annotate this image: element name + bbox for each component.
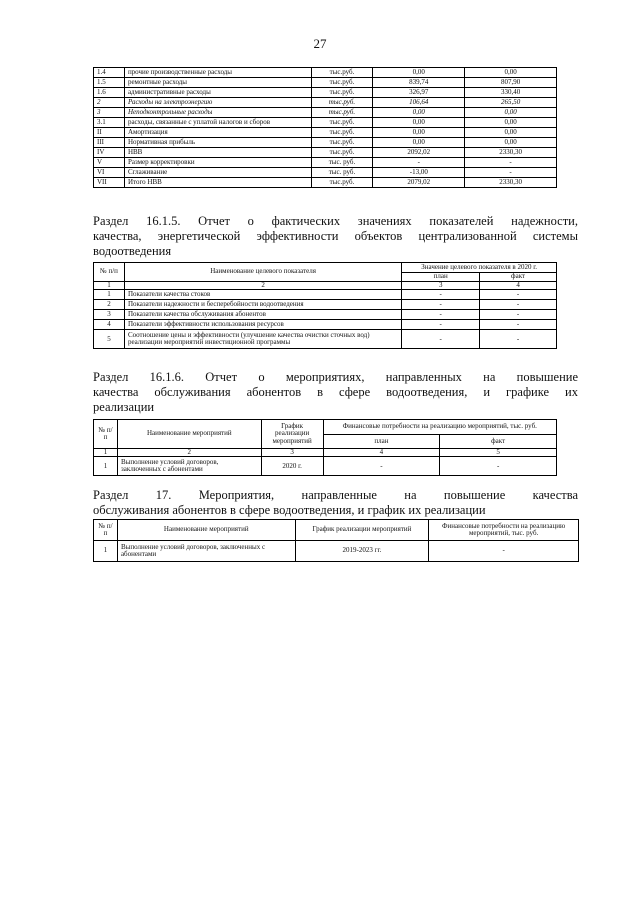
row-plan-value: 326,97 — [373, 88, 465, 98]
row-fact: - — [440, 457, 557, 476]
row-item-name: НВВ — [124, 148, 311, 158]
row-measure-name: Выполнение условий договоров, заключенных с абонентами — [117, 541, 295, 562]
table-row — [94, 78, 557, 88]
row-plan-value: 0,00 — [373, 138, 465, 148]
row-plan-value: - — [402, 300, 480, 310]
row-schedule: 2019-2023 гг. — [295, 541, 429, 562]
table-row — [94, 457, 557, 476]
row-plan-value: - — [402, 330, 480, 349]
row-item-name: Неподконтрольные расходы — [124, 108, 311, 118]
row-num: II — [94, 128, 125, 138]
row-num: 4 — [94, 320, 125, 330]
row-plan: - — [323, 457, 440, 476]
table-row — [94, 290, 557, 300]
row-num: 3 — [94, 108, 125, 118]
row-schedule: 2020 г. — [261, 457, 323, 476]
row-plan-value: 0,00 — [373, 118, 465, 128]
row-num: 3.1 — [94, 118, 125, 128]
header-measure-name: Наименование мероприятий — [117, 420, 261, 449]
row-unit: тыс.руб. — [311, 138, 373, 148]
row-measure-name: Выполнение условий договоров, заключенных с абонентами — [117, 457, 261, 476]
table-row — [94, 178, 557, 188]
table-row — [94, 68, 557, 78]
row-item-name: Итого НВВ — [124, 178, 311, 188]
row-indicator-name: Соотношение цены и эффективности (улучшение качества очистки сточных вод) реализации мероприятий инвестиционной программы — [124, 330, 401, 349]
row-fact-value: 330,40 — [465, 88, 557, 98]
row-num: 2 — [94, 98, 125, 108]
measures-report-table — [93, 419, 557, 476]
table-row — [94, 148, 557, 158]
row-unit: тыс.руб. — [311, 108, 373, 118]
row-num: V — [94, 158, 125, 168]
row-plan-value: 0,00 — [373, 128, 465, 138]
row-indicator-name: Показатели эффективности использования ресурсов — [124, 320, 401, 330]
row-fact-value: - — [480, 300, 557, 310]
row-plan-value: - — [402, 320, 480, 330]
row-fact-value: - — [480, 330, 557, 349]
section-16-1-6-heading: Раздел 16.1.6. Отчет о мероприятиях, направленных на повышение качества обслуживания абонентов в сфере водоотведения, и графике их реализации — [93, 370, 578, 414]
header-num: № п/п — [94, 263, 125, 282]
row-num: IV — [94, 148, 125, 158]
row-fact-value: - — [480, 290, 557, 300]
row-num: 1 — [94, 290, 125, 300]
row-unit: тыс.руб. — [311, 178, 373, 188]
row-item-name: административные расходы — [124, 88, 311, 98]
row-fact-value: - — [480, 310, 557, 320]
row-unit: тыс.руб. — [311, 88, 373, 98]
row-plan-value: 2079,02 — [373, 178, 465, 188]
table-row — [94, 541, 579, 562]
row-fact-value: 0,00 — [465, 128, 557, 138]
row-plan-value: - — [402, 310, 480, 320]
table-row — [94, 108, 557, 118]
table-row — [94, 320, 557, 330]
row-fact-value: 807,90 — [465, 78, 557, 88]
column-number: 2 — [124, 282, 401, 290]
row-fact-value: 2330,30 — [465, 148, 557, 158]
row-num: 1 — [94, 457, 118, 476]
row-indicator-name: Показатели качества стоков — [124, 290, 401, 300]
row-plan-value: 0,00 — [373, 108, 465, 118]
row-indicator-name: Показатели качества обслуживания абонентов — [124, 310, 401, 320]
row-num: 1 — [94, 541, 118, 562]
table-row — [94, 128, 557, 138]
header-plan: план — [402, 272, 480, 282]
row-fact-value: - — [465, 168, 557, 178]
table-row — [94, 300, 557, 310]
target-indicators-table — [93, 262, 557, 349]
table-row — [94, 118, 557, 128]
row-fact-value: 2330,30 — [465, 178, 557, 188]
table-row — [94, 88, 557, 98]
row-unit: тыс.руб. — [311, 98, 373, 108]
row-num: III — [94, 138, 125, 148]
table-row — [94, 168, 557, 178]
header-finance: Финансовые потребности на реализацию мероприятий, тыс. руб. — [323, 420, 556, 435]
header-finance: Финансовые потребности на реализацию мероприятий, тыс. руб. — [429, 520, 579, 541]
row-unit: тыс.руб. — [311, 118, 373, 128]
column-number: 2 — [117, 449, 261, 457]
row-fact-value: - — [465, 158, 557, 168]
header-schedule: График реализации мероприятий — [261, 420, 323, 449]
header-indicator-name: Наименование целевого показателя — [124, 263, 401, 282]
header-value-2020: Значение целевого показателя в 2020 г. — [402, 263, 557, 273]
column-number: 1 — [94, 449, 118, 457]
row-plan-value: - — [373, 158, 465, 168]
row-fact-value: 0,00 — [465, 138, 557, 148]
row-fact-value: 265,50 — [465, 98, 557, 108]
row-item-name: Нормативная прибыль — [124, 138, 311, 148]
header-measure-name: Наименование мероприятий — [117, 520, 295, 541]
row-num: 1.6 — [94, 88, 125, 98]
row-item-name: Амортизация — [124, 128, 311, 138]
row-unit: тыс.руб. — [311, 148, 373, 158]
row-unit: тыс. руб. — [311, 168, 373, 178]
header-num: № п/п — [94, 420, 118, 449]
header-num: № п/п — [94, 520, 118, 541]
row-fact-value: - — [480, 320, 557, 330]
row-indicator-name: Показатели надежности и бесперебойности водоотведения — [124, 300, 401, 310]
row-fact-value: 0,00 — [465, 108, 557, 118]
row-num: 1.5 — [94, 78, 125, 88]
column-number: 4 — [323, 449, 440, 457]
row-item-name: Расходы на электроэнергию — [124, 98, 311, 108]
row-finance: - — [429, 541, 579, 562]
column-number: 3 — [261, 449, 323, 457]
row-num: 2 — [94, 300, 125, 310]
header-plan: план — [323, 434, 440, 449]
row-num: 1.4 — [94, 68, 125, 78]
expense-table — [93, 67, 557, 188]
row-item-name: ремонтные расходы — [124, 78, 311, 88]
row-unit: тыс.руб. — [311, 78, 373, 88]
row-fact-value: 0,00 — [465, 68, 557, 78]
row-fact-value: 0,00 — [465, 118, 557, 128]
table-row — [94, 158, 557, 168]
row-num: 5 — [94, 330, 125, 349]
row-plan-value: -13,00 — [373, 168, 465, 178]
column-number: 3 — [402, 282, 480, 290]
page-number: 27 — [313, 36, 327, 51]
row-plan-value: 2092,02 — [373, 148, 465, 158]
row-num: VI — [94, 168, 125, 178]
row-num: 3 — [94, 310, 125, 320]
column-number: 1 — [94, 282, 125, 290]
row-unit: тыс.руб. — [311, 128, 373, 138]
column-number: 4 — [480, 282, 557, 290]
table-row — [94, 330, 557, 349]
row-item-name: Сглаживание — [124, 168, 311, 178]
row-item-name: расходы, связанные с уплатой налогов и сборов — [124, 118, 311, 128]
row-unit: тыс. руб. — [311, 158, 373, 168]
header-fact: факт — [440, 434, 557, 449]
row-unit: тыс.руб. — [311, 68, 373, 78]
header-schedule: График реализации мероприятий — [295, 520, 429, 541]
row-plan-value: 106,64 — [373, 98, 465, 108]
row-plan-value: - — [402, 290, 480, 300]
planned-measures-table — [93, 519, 579, 562]
header-fact: факт — [480, 272, 557, 282]
table-row — [94, 98, 557, 108]
table-row — [94, 138, 557, 148]
row-plan-value: 0,00 — [373, 68, 465, 78]
row-item-name: Размер корректировки — [124, 158, 311, 168]
table-row — [94, 310, 557, 320]
row-item-name: прочие производственные расходы — [124, 68, 311, 78]
section-16-1-5-heading: Раздел 16.1.5. Отчет о фактических значениях показателей надежности, качества, энергетической эффективности объектов централизованной системы водоотведения — [93, 214, 578, 258]
section-17-heading: Раздел 17. Мероприятия, направленные на повышение качества обслуживания абонентов в сфере водоотведения, и график их реализации — [93, 488, 578, 517]
column-number: 5 — [440, 449, 557, 457]
row-plan-value: 839,74 — [373, 78, 465, 88]
row-num: VII — [94, 178, 125, 188]
